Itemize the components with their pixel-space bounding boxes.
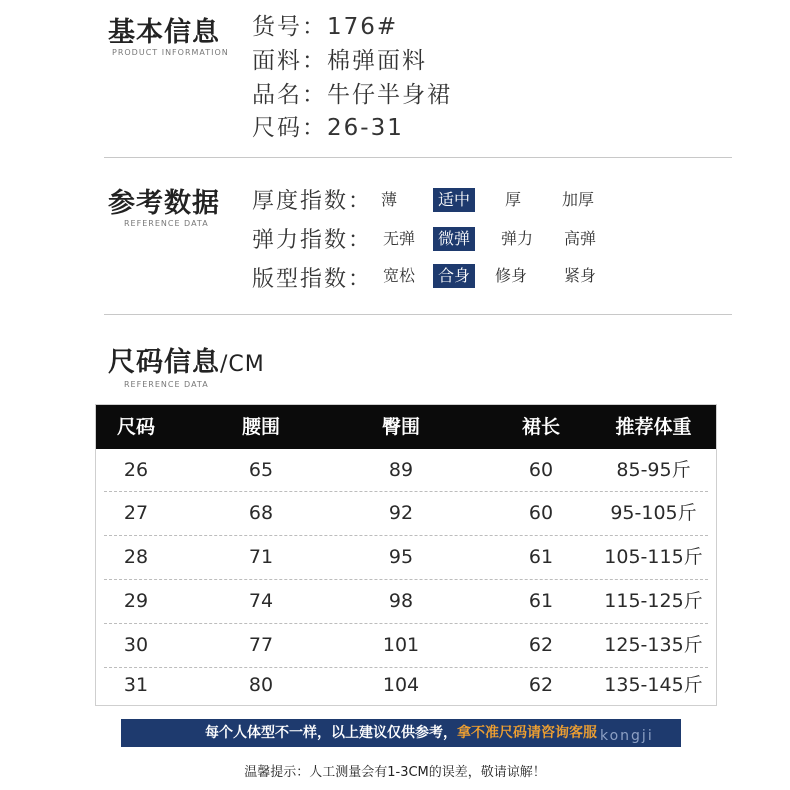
size-info-unit: /CM xyxy=(220,352,265,377)
cell-size: 30 xyxy=(123,634,149,656)
basic-info-subtitle: PRODUCT INFORMATION xyxy=(112,48,229,57)
table-row xyxy=(96,536,716,579)
header-size: 尺码 xyxy=(116,416,155,438)
table-row xyxy=(96,624,716,667)
info-value: 牛仔半身裙 xyxy=(327,82,452,108)
cell-hip: 92 xyxy=(388,502,414,524)
watermark: kongji xyxy=(600,728,654,744)
cell-size: 31 xyxy=(123,674,149,696)
table-row xyxy=(96,664,716,707)
fit-option-tight: 紧身 xyxy=(563,266,596,285)
cell-weight: 85-95斤 xyxy=(616,459,691,481)
size-info-title xyxy=(108,340,265,379)
info-value: 棉弹面料 xyxy=(327,48,427,74)
info-value: 26-31 xyxy=(327,115,404,141)
table-row xyxy=(96,580,716,623)
cell-length: 62 xyxy=(528,634,554,656)
divider xyxy=(104,314,732,315)
banner-highlight: 拿不准尺码请咨询客服 xyxy=(457,725,597,741)
thickness-option-thick: 厚 xyxy=(504,190,521,209)
table-header xyxy=(96,405,716,449)
info-value: 176# xyxy=(327,14,399,40)
cell-length: 62 xyxy=(528,674,554,696)
cell-waist: 74 xyxy=(248,590,274,612)
info-label: 品名： xyxy=(252,82,327,108)
cell-waist: 77 xyxy=(248,634,274,656)
cell-waist: 68 xyxy=(248,502,274,524)
cell-length: 60 xyxy=(528,459,554,481)
info-label: 面料： xyxy=(252,48,327,74)
cell-waist: 65 xyxy=(248,459,274,481)
table-row xyxy=(96,492,716,535)
header-hip: 臀围 xyxy=(381,416,420,438)
cell-hip: 95 xyxy=(388,546,414,568)
header-waist: 腰围 xyxy=(241,416,280,438)
cell-waist: 71 xyxy=(248,546,274,568)
info-label: 尺码： xyxy=(252,115,327,141)
size-info-title-text: 尺码信息 xyxy=(108,347,220,378)
size-table xyxy=(95,404,717,706)
cell-size: 28 xyxy=(123,546,149,568)
thickness-option-extra-thick: 加厚 xyxy=(561,190,594,209)
divider xyxy=(104,157,732,158)
cell-length: 61 xyxy=(528,546,554,568)
reference-subtitle: REFERENCE DATA xyxy=(124,219,209,228)
measurement-tip: 温馨提示：人工测量会有1-3CM的误差，敬请谅解！ xyxy=(244,765,546,780)
basic-info-title: 基本信息 xyxy=(108,17,220,48)
elasticity-option-slight-selected: 微弹 xyxy=(433,227,475,251)
fit-option-slim: 修身 xyxy=(494,266,527,285)
cell-weight: 125-135斤 xyxy=(604,634,703,656)
size-info-subtitle: REFERENCE DATA xyxy=(124,380,209,389)
elasticity-option-high: 高弹 xyxy=(563,229,596,248)
cell-weight: 135-145斤 xyxy=(604,674,703,696)
fit-option-loose: 宽松 xyxy=(382,266,415,285)
cell-hip: 101 xyxy=(382,634,420,656)
cell-size: 26 xyxy=(123,459,149,481)
cell-size: 27 xyxy=(123,502,149,524)
banner-text: 每个人体型不一样，以上建议仅供参考， xyxy=(205,725,457,741)
cell-weight: 105-115斤 xyxy=(604,546,703,568)
thickness-label: 厚度指数： xyxy=(252,189,373,214)
thickness-option-thin: 薄 xyxy=(380,190,397,209)
elasticity-option-elastic: 弹力 xyxy=(500,229,533,248)
header-weight: 推荐体重 xyxy=(615,416,692,438)
table-row xyxy=(96,449,716,492)
cell-hip: 89 xyxy=(388,459,414,481)
reference-title: 参考数据 xyxy=(108,188,220,219)
elasticity-option-none: 无弹 xyxy=(382,229,415,248)
info-label: 货号： xyxy=(252,14,327,40)
cell-hip: 98 xyxy=(388,590,414,612)
thickness-option-medium-selected: 适中 xyxy=(433,188,475,212)
fit-label: 版型指数： xyxy=(252,267,373,292)
cell-weight: 115-125斤 xyxy=(604,590,703,612)
cell-length: 61 xyxy=(528,590,554,612)
cell-hip: 104 xyxy=(382,674,420,696)
info-row-item-no xyxy=(252,8,398,41)
cell-weight: 95-105斤 xyxy=(610,502,697,524)
info-row-fabric xyxy=(252,42,427,75)
elasticity-label: 弹力指数： xyxy=(252,228,373,253)
info-row-product-name xyxy=(252,76,452,109)
cell-waist: 80 xyxy=(248,674,274,696)
cell-size: 29 xyxy=(123,590,149,612)
fit-option-fitted-selected: 合身 xyxy=(433,264,475,288)
cell-length: 60 xyxy=(528,502,554,524)
advice-banner xyxy=(121,719,681,747)
header-length: 裙长 xyxy=(521,416,560,438)
info-row-size xyxy=(252,109,404,142)
